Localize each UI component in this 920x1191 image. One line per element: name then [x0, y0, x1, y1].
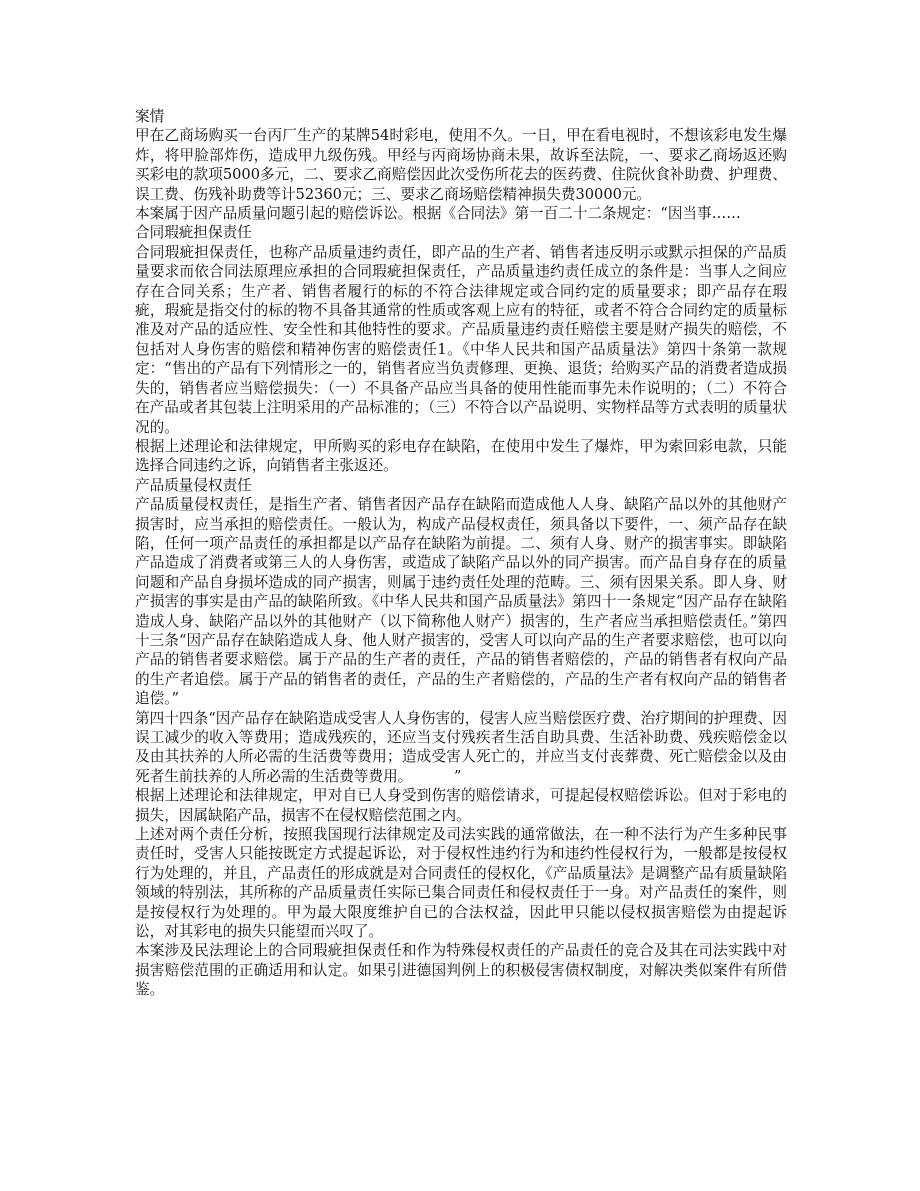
paragraph-article-44: 第四十四条“因产品存在缺陷造成受害人人身伤害的，侵害人应当赔偿医疗费、治疗期间的护理费、因误工减少的收入等费用；造成残疾的，还应当支付残疾者生活自助具费、生活补助费、残疾赔偿金以及由其扶养的人所必需的生活费等费用；造成受害人死亡的，并应当支付丧葬费、死亡赔偿金以及由死者生前扶养的人所必需的生活费等费用。 ” [135, 709, 787, 785]
paragraph-contract-warranty-liability: 合同瑕疵担保责任，也称产品质量违约责任，即产品的生产者、销售者违反明示或默示担保的产品质量要求而依合同法原理应承担的合同瑕疵担保责任，产品质量违约责任成立的条件是：当事人之间应存在合同关系；生产者、销售者履行的标的不符合法律规定或合同约定的质量要求；即产品存在瑕疵，瑕疵是指交付的标的物不具备其通常的性质或客观上应有的特征，或者不符合合同约定的质量标准及对产品的适应性、安全性和其他特性的要求。产品质量违约责任赔偿主要是财产损失的赔偿，不包括对人身伤害的赔偿和精神伤害的赔偿责任1。《中华人民共和国产品质量法》第四十条第一款规定：“售出的产品有下列情形之一的，销售者应当负责修理、更换、退货；给购买产品的消费者造成损失的，销售者应当赔偿损失：（一）不具备产品应当具备的使用性能而事先未作说明的；（二）不符合在产品或者其包装上注明采用的产品标准的；（三）不符合以产品说明、实物样品等方式表明的质量状况的。 [135, 243, 787, 436]
paragraph-case-facts: 甲在乙商场购买一台丙厂生产的某牌54时彩电，使用不久。一日，甲在看电视时，不想该彩电发生爆炸，将甲脸部炸伤，造成甲九级伤残。甲经与丙商场协商未果，故诉至法院，一、要求乙商场返还购买彩电的款项5000多元，二、要求乙商赔偿因此次受伤所花去的医药费、住院伙食补助费、护理费、误工费、伤残补助费等计52360元；三、要求乙商场赔偿精神损失费30000元。 [135, 127, 787, 203]
document-body [135, 107, 787, 1000]
heading-product-tort-liability: 产品质量侵权责任 [135, 476, 252, 494]
heading-case: 案情 [135, 108, 165, 125]
paragraph-product-tort-liability: 产品质量侵权责任，是指生产者、销售者因产品存在缺陷而造成他人人身、缺陷产品以外的其他财产损害时，应当承担的赔偿责任。一般认为，构成产品侵权责任，须具备以下要件，一、须产品存在缺陷，任何一项产品责任的承担都是以产品存在缺陷为前提。二、须有人身、财产的损害事实。即缺陷产品造成了消费者或第三人的人身伤害，或造成了缺陷产品以外的同产损害。而产品自身存在的质量问题和产品自身损坏造成的同产损害，则属于违约责任处理的范畴。三、须有因果关系。即人身、财产损害的事实是由产品的缺陷所致。《中华人民共和国产品质量法》第四十一条规定“因产品存在缺陷造成人身、缺陷产品以外的其他财产（以下简称他人财产）损害的，生产者应当承担赔偿责任。”第四十三条“因产品存在缺陷造成人身、他人财产损害的，受害人可以向产品的生产者要求赔偿，也可以向产品的销售者要求赔偿。属于产品的生产者的责任，产品的销售者赔偿的，产品的销售者有权向产品的生产者追偿。属于产品的销售者的责任，产品的生产者赔偿的，产品的生产者有权向产品的销售者追偿。” [135, 496, 787, 708]
paragraph-summary: 本案涉及民法理论上的合同瑕疵担保责任和作为特殊侵权责任的产品责任的竞合及其在司法实践中对损害赔偿范围的正确适用和认定。如果引进德国判例上的积极侵害债权制度，对解决类似案件有所借鉴。 [135, 942, 787, 999]
paragraph-contract-law-citation: 本案属于因产品质量问题引起的赔偿诉讼。根据《合同法》第一百二十二条规定：“因当事…… [135, 205, 741, 223]
heading-contract-warranty-liability: 合同瑕疵担保责任 [135, 224, 252, 242]
paragraph-contract-conclusion: 根据上述理论和法律规定，甲所购买的彩电存在缺陷，在使用中发生了爆炸，甲为索回彩电款，只能选择合同违约之诉，向销售者主张返还。 [135, 437, 787, 475]
paragraph-tort-conclusion: 根据上述理论和法律规定，甲对自已人身受到伤害的赔偿请求，可提起侵权赔偿诉讼。但对于彩电的损失，因属缺陷产品，损害不在侵权赔偿范围之内。 [135, 787, 787, 824]
paragraph-liability-analysis: 上述对两个责任分析，按照我国现行法律规定及司法实践的通常做法，在一种不法行为产生多种民事责任时，受害人只能按既定方式提起诉讼，对于侵权性违约行为和违约性侵权行为，一般都是按侵权行为处理的，并且，产品责任的形成就是对合同责任的侵权化，《产品质量法》是调整产品有质量缺陷领域的特别法，其所称的产品质量责任实际已集合同责任和侵权责任于一身。对产品责任的案件，则是按侵权行为处理的。甲为最大限度维护自已的合法权益，因此甲只能以侵权损害赔偿为由提起诉讼，对其彩电的损失只能望而兴叹了。 [135, 826, 787, 941]
